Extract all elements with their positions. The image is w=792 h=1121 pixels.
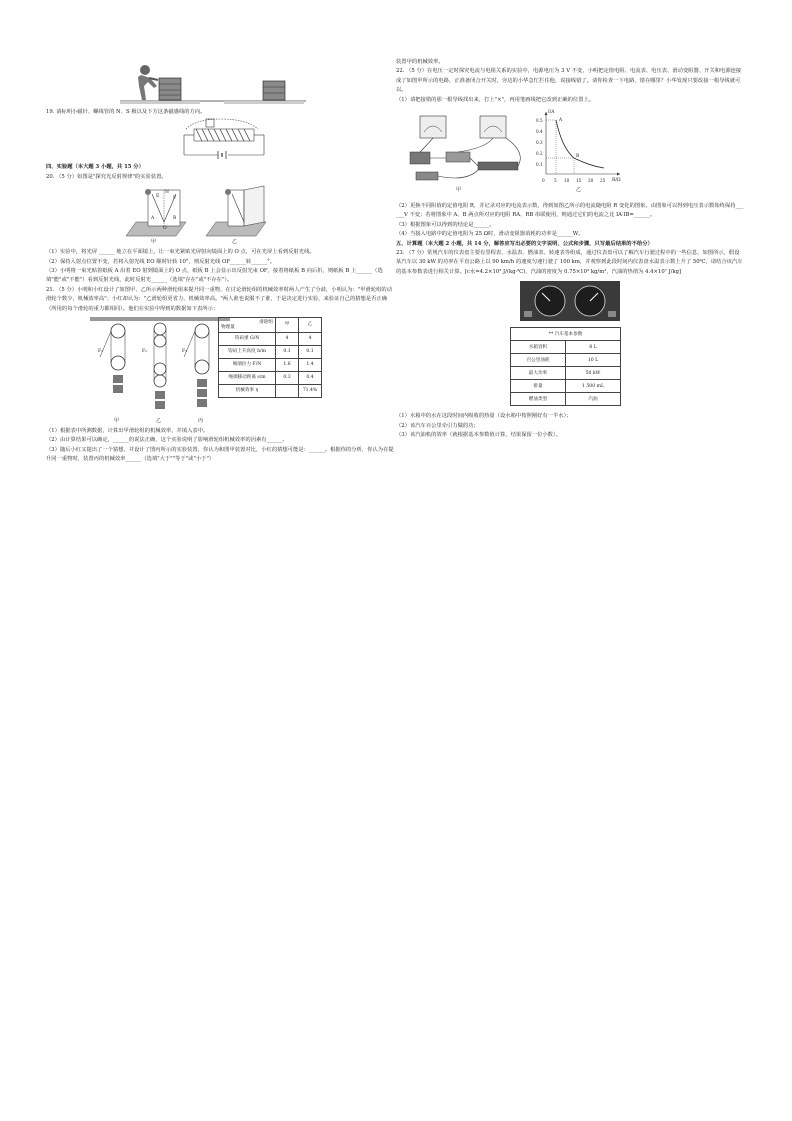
- fig-caption-jia: 甲: [114, 418, 120, 425]
- table-row: [511, 341, 621, 354]
- question-20: 20. （5 分）如图是"探究光反射规律"的实验装置。: [46, 173, 167, 180]
- graph-point-B: B: [576, 154, 580, 160]
- pulley-data-table: [218, 317, 322, 398]
- push-box-svg: [46, 56, 306, 104]
- question-20-2: （2）保持入射点位置不变，若将入射光线 EO 顺时针转 10°，则反射光线 OF______转______°。: [46, 258, 276, 265]
- table-title-row: [511, 328, 621, 341]
- circuit-apparatus-photo: [406, 112, 532, 184]
- table-row: [511, 380, 621, 393]
- question-22-1: （1）请把接错的那一根导线找出来，打上"×"，再用笔画线把它改到正确的位置上。: [396, 96, 595, 103]
- question-21: 21. （5 分）小明和小红设计了如图甲、乙所示两种滑轮组来提升同一重物，在讨论滑轮组的机械效率时两人产生了分歧，小明认为："甲滑轮组的动滑轮个数少，机械效率高"；小红却认为："乙滑轮组更省力，机械效率高。"两人谁也说服不了谁，于是决定进行实验，来验证自己的猜想是否正确（所用的每个滑轮的重力都相同）。他们在实验中得到的数据如下表所示：: [46, 286, 393, 312]
- question-23-1: （1）水箱中的水在这段时间内吸收的热量（设水箱中按照刚好有一半水）；: [396, 413, 572, 420]
- pulley-systems-diagram: [80, 317, 240, 425]
- table-cell: 最大功率: [511, 367, 566, 380]
- right-column: [396, 0, 744, 441]
- table-cell: 1.6: [276, 359, 299, 372]
- table-cell: 1.4: [299, 359, 322, 372]
- table-cell: 绳端拉力 F/N: [219, 359, 276, 372]
- question-19: 19. 请标明小磁针、螺线管的 N、S 极以及下方这条磁感线的方向。: [46, 109, 206, 115]
- fig-label-N: N: [165, 190, 169, 196]
- question-22-3: （3）根据图象可以得到的结论是______。: [396, 221, 495, 228]
- section-4-heading: 四、实验题（本大题 3 小题，共 15 分）: [46, 164, 144, 171]
- fig-label-F2: F₂: [142, 349, 147, 355]
- graph-xtick: 5: [554, 178, 557, 184]
- solenoid-diagram: [46, 117, 394, 161]
- graph-ylabel: I/A: [548, 110, 555, 116]
- reflection-apparatus-diagram: [46, 182, 394, 244]
- question-21-3: （3）随后小红又提出了一个猜想，并设计了图丙所示的实验装置，你认为和图甲装置对比，小红的猜想可能是：______。根据你的分析，你认为在提升同一重物时，装置丙的机械效率______（选填"大于""等于"或"小于"）: [46, 446, 394, 463]
- graph-xtick: 25: [600, 178, 606, 184]
- table-cell: 4: [299, 333, 322, 346]
- table-cell: 0.3: [276, 372, 299, 385]
- fig-label-F: F: [173, 196, 177, 202]
- table-cell: 绳端移动距离 s/m: [219, 372, 276, 385]
- question-21-tail: 装置甲的机械效率。: [396, 59, 444, 65]
- fig-caption-yi: 乙: [576, 187, 582, 194]
- fig-label-E: E: [156, 194, 160, 200]
- table-cell: 10 L: [566, 354, 621, 367]
- graph-ytick: 0.2: [536, 151, 543, 157]
- car-table-title: ** 汽车基本参数: [511, 328, 621, 341]
- fig-label-F1: F₁: [98, 349, 103, 355]
- table-row: [511, 393, 621, 406]
- current-resistance-graph: [534, 108, 624, 186]
- table-cell: 机械效率 η: [219, 385, 276, 398]
- dashboard-svg: [520, 281, 620, 321]
- table-header-row: [219, 318, 322, 333]
- table-cell: 燃油类型: [511, 393, 566, 406]
- table-cell: [276, 385, 299, 398]
- table-corner-cell: [219, 318, 276, 333]
- table-cell: 0.4: [299, 372, 322, 385]
- section-5-heading: 五、计算题（本大题 2 小题，共 14 分，解答应写出必要的文字说明、公式和步骤，只写最后结果的不给分）: [396, 240, 653, 247]
- fig-caption-jia: 甲: [456, 187, 462, 194]
- question-20-3: （3）小明将一束光贴着纸板 A 沿着 EO 射到镜面上的 O 点，纸板 B 上会显示出反射光束 OF，接着将纸板 B 向后折，则纸板 B 上______（选填"能"或"不能"）看到反射光线，此时反射光______（选填"存在"或"不存在"）。: [46, 268, 383, 284]
- table-row: [219, 359, 322, 372]
- graph-xtick: 15: [576, 178, 582, 184]
- table-col-yi: 乙: [299, 318, 322, 333]
- fig-label-F3: F₃: [182, 349, 187, 355]
- question-21-2: （2）由计算结果可以确定，______的说法正确，这个实验说明了影响滑轮组机械效率的因素有______。: [46, 437, 288, 444]
- table-cell: 百公里油耗: [511, 354, 566, 367]
- table-cell: 水箱容积: [511, 341, 566, 354]
- left-column: [46, 0, 394, 465]
- table-row: [219, 385, 322, 398]
- table-row: [219, 333, 322, 346]
- fig-label-A: A: [151, 216, 155, 222]
- circuit-and-graph: [396, 108, 744, 194]
- graph-xtick: 0: [542, 178, 545, 184]
- table-header-top: 滑轮组: [259, 320, 273, 326]
- fig-caption-jia: 甲: [151, 239, 157, 246]
- table-cell: 8 L: [566, 341, 621, 354]
- table-row: [511, 354, 621, 367]
- question-23: 23. （7 分）常规汽车的仪表盘主要有里程表、水温表、燃油表、转速表等组成，通过仪表盘可以了解汽车行驶过程中的一些信息，如图所示，假设某汽车以 30 kW 的功率在平直公路上以 90 km/h 的速度匀速行驶了 100 km，并观察到此段时间内仪表盘水温表示数上升了 50℃，请结合该汽车的基本参数表进行相关计算。[c水=4.2×10³ J/(kg·℃)，汽油的密度为 0.75×10³ kg/m³，汽油的热值为 4.4×10⁷ J/kg]: [396, 250, 743, 275]
- graph-ytick: 0.3: [536, 140, 543, 146]
- table-cell: 4: [276, 333, 299, 346]
- graph-xtick: 10: [564, 178, 570, 184]
- boy-pushing-box-illustration: [46, 56, 394, 104]
- table-header-left: 物理量: [221, 324, 235, 330]
- question-22-2: （2）更换不同阻值的定值电阻 R，并记录对应的电流表示数，得到如图乙所示的电流随电阻 R 变化的图象。由图象可以得到电压表示数始终保持______V 不变；若将图象中 A、B 两点所对应的电阻 RA、RB 串联使用，则通过它们的电流之比 IA∶IB=______。: [396, 203, 744, 219]
- car-parameters-table: [510, 327, 621, 406]
- fig-label-O: O: [163, 226, 167, 232]
- table-cell: 汽油: [566, 393, 621, 406]
- question-21-1: （1）根据表中所测数据，计算出甲滑轮组的机械效率，并填入表中。: [46, 428, 209, 435]
- table-cell: 排量: [511, 380, 566, 393]
- graph-point-A: A: [559, 118, 563, 124]
- question-22-4: （4）当接入电路中的定值电阻为 25 Ω时，滑动变阻器消耗的功率是______W。: [396, 231, 584, 238]
- graph-ytick: 0.5: [536, 118, 543, 124]
- pulley-section: [46, 317, 394, 425]
- car-dashboard-photo: [396, 281, 744, 323]
- table-cell: 50 kW: [566, 367, 621, 380]
- table-cell: 钩码重 G/N: [219, 333, 276, 346]
- question-23-2: （2）该汽车百公里牵引力做的功；: [396, 422, 479, 429]
- graph-xlabel: R/Ω: [612, 178, 621, 184]
- reflection-svg: [46, 182, 394, 244]
- table-row: [511, 367, 621, 380]
- graph-ytick: 0.1: [536, 162, 543, 168]
- fig-label-B: B: [173, 216, 177, 222]
- graph-ytick: 0.4: [536, 129, 543, 135]
- table-cell: 1 500 mL: [566, 380, 621, 393]
- table-row: [219, 372, 322, 385]
- question-20-1: （1）实验中，将光屏 ______ 地立在平面镜上，让一束光紧贴光屏射向镜面上的 O 点，可在光屏上看到反射光线。: [46, 249, 315, 256]
- graph-xtick: 20: [588, 178, 594, 184]
- solenoid-svg: [46, 117, 394, 161]
- fig-caption-yi: 乙: [156, 418, 162, 425]
- question-22: 22. （5 分）在电压一定时探究电流与电阻关系的实验中，电源电压为 3 V 不变，小明把定值电阻、电流表、电压表、滑动变阻器、开关和电源连接成了如图甲所示的电路，正准备闭合开关时，旁边的小华急忙拦住他，说接线错了。请你检查一下电路，错在哪里？小华发现只要改接一根导线就可以。: [396, 68, 742, 94]
- table-row: [219, 346, 322, 359]
- table-cell: 71.4%: [299, 385, 322, 398]
- fig-caption-bing: 丙: [198, 418, 204, 425]
- table-cell: 钩码上升高度 h/m: [219, 346, 276, 359]
- table-cell: 0.1: [299, 346, 322, 359]
- fig-caption-yi: 乙: [232, 239, 238, 246]
- question-23-3: （3）该汽油机的效率（就根据基本参数值计算，结果保留一位小数）。: [396, 432, 561, 439]
- table-col-jia: 甲: [276, 318, 299, 333]
- table-cell: 0.1: [276, 346, 299, 359]
